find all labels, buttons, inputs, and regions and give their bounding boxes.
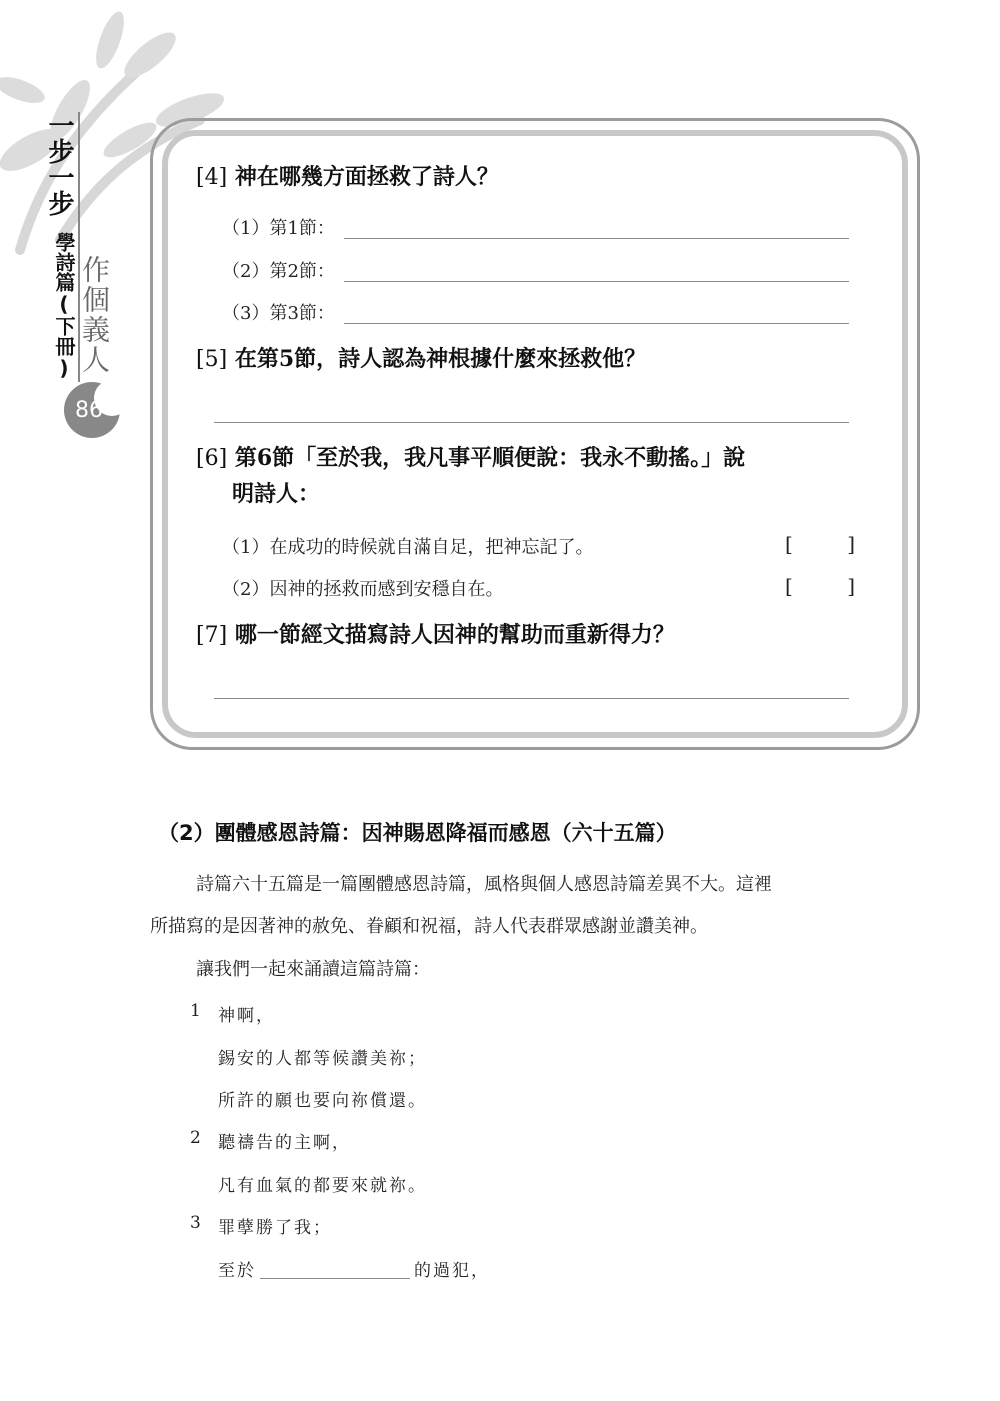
verse-3-line-2-before: 至於 <box>218 1261 256 1281</box>
q4-answer-line-2[interactable] <box>344 281 849 282</box>
question-5: [5] 在第5節，詩人認為神根據什麼來拯救他？ <box>196 346 647 372</box>
verse-number-3: 3 <box>190 1213 201 1233</box>
q6-item-1-label: （1）在成功的時候就自滿自足，把神忘記了。 <box>222 537 594 558</box>
q5-answer-line[interactable] <box>214 422 849 423</box>
question-box <box>150 118 920 750</box>
chapter-title: 作個義人 <box>78 255 111 375</box>
question-4: [4] 神在哪幾方面拯救了詩人？ <box>196 164 499 190</box>
verse-3-line-1: 罪孽勝了我； <box>218 1218 332 1238</box>
q4-item-3-label: （3）第3節： <box>222 303 335 324</box>
verse-number-2: 2 <box>190 1128 201 1148</box>
verse-3-blank[interactable] <box>260 1278 410 1279</box>
section-title: （2）團體感恩詩篇：因神賜恩降福而感恩（六十五篇） <box>158 821 677 845</box>
intro-paragraph-line-1: 詩篇六十五篇是一篇團體感恩詩篇，風格與個人感恩詩篇差異不大。這裡 <box>196 874 772 895</box>
question-7: [7] 哪一節經文描寫詩人因神的幫助而重新得力？ <box>196 622 675 648</box>
verse-number-1: 1 <box>190 1001 201 1021</box>
book-title: 學詩篇(下冊) <box>52 232 76 380</box>
series-title: 一步一步 <box>44 112 74 216</box>
q6-item-2-answer-box[interactable]: [ ] <box>785 574 855 598</box>
page-number: 86 <box>75 398 103 423</box>
verse-3-line-2-after: 的過犯， <box>414 1261 490 1281</box>
intro-paragraph-line-2: 所描寫的是因著神的赦免、眷顧和祝福，詩人代表群眾感謝並讚美神。 <box>150 916 708 937</box>
verse-1-line-3: 所許的願也要向祢償還。 <box>218 1091 427 1111</box>
verse-2-line-1: 聽禱告的主啊， <box>218 1133 351 1153</box>
verse-1-line-1: 神啊， <box>218 1006 275 1026</box>
question-6-continued: 明詩人： <box>232 481 321 507</box>
q4-answer-line-3[interactable] <box>344 323 849 324</box>
q4-item-2-label: （2）第2節： <box>222 261 335 282</box>
q4-item-1-label: （1）第1節： <box>222 218 335 239</box>
verse-2-line-2: 凡有血氣的都要來就祢。 <box>218 1176 427 1196</box>
reading-prompt: 讓我們一起來誦讀這篇詩篇： <box>196 959 430 980</box>
q4-answer-line-1[interactable] <box>344 238 849 239</box>
verse-1-line-2: 錫安的人都等候讚美祢； <box>218 1049 427 1069</box>
question-6: [6] 第6節「至於我，我凡事平順便說：我永不動搖。」說 <box>196 445 746 471</box>
q7-answer-line[interactable] <box>214 698 849 699</box>
q6-item-1-answer-box[interactable]: [ ] <box>785 532 855 556</box>
q6-item-2-label: （2）因神的拯救而感到安穩自在。 <box>222 579 504 600</box>
